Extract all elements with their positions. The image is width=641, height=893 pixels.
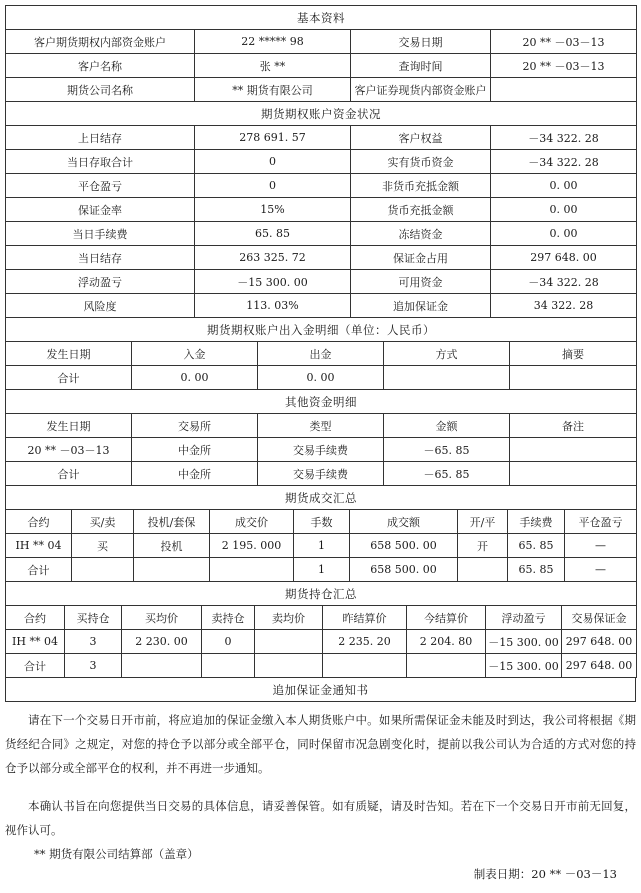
cell: 平仓盈亏	[6, 174, 195, 198]
cell: 保证金率	[6, 198, 195, 222]
column-header: 摘要	[510, 342, 637, 366]
column-header: 金额	[384, 414, 510, 438]
cell: 0	[195, 174, 351, 198]
column-header: 昨结算价	[323, 606, 407, 630]
position-summary-table	[5, 582, 637, 678]
cell	[458, 558, 508, 582]
table-row	[6, 630, 637, 654]
table-row	[6, 654, 637, 678]
cell: 20 ** －03－13	[491, 54, 637, 78]
column-header: 平仓盈亏	[565, 510, 637, 534]
column-header: 卖均价	[255, 606, 323, 630]
cell: 15%	[195, 198, 351, 222]
cell: 交易手续费	[258, 438, 384, 462]
table-row	[6, 150, 637, 174]
cell: 20 ** －03－13	[491, 30, 637, 54]
cell: 658 500. 00	[350, 558, 458, 582]
cell: 交易日期	[351, 30, 491, 54]
column-header: 卖持仓	[202, 606, 255, 630]
cell: 2 235. 20	[323, 630, 407, 654]
cell: 3	[65, 654, 122, 678]
deposit-withdrawal-title: 期货期权账户出入金明细（单位：人民币）	[6, 318, 637, 342]
cell: 中金所	[132, 438, 258, 462]
cell: 0	[202, 630, 255, 654]
column-header: 买均价	[122, 606, 202, 630]
confirmation-paragraph: 本确认书旨在向您提供当日交易的具体信息，请妥善保管。如有质疑，请及时告知。若在下一个交易日开市前无回复，视作认可。	[5, 799, 636, 837]
table-header-row	[6, 414, 637, 438]
cell	[510, 462, 637, 486]
cell: 张 **	[195, 54, 351, 78]
table-row	[6, 198, 637, 222]
cell: 客户期货期权内部资金账户	[6, 30, 195, 54]
column-header: 手续费	[508, 510, 565, 534]
cell: 0. 00	[491, 198, 637, 222]
cell: 浮动盈亏	[6, 270, 195, 294]
column-header: 投机/套保	[134, 510, 210, 534]
cell: 中金所	[132, 462, 258, 486]
cell: 113. 03%	[195, 294, 351, 318]
cell	[510, 366, 637, 390]
cell: 65. 85	[508, 558, 565, 582]
cell: 297 648. 00	[562, 630, 637, 654]
cell: －15 300. 00	[486, 630, 562, 654]
cell: －65. 85	[384, 438, 510, 462]
cell: 查询时间	[351, 54, 491, 78]
column-header: 类型	[258, 414, 384, 438]
basic-info-title: 基本资料	[6, 6, 637, 30]
cell	[202, 654, 255, 678]
cell: 合计	[6, 366, 132, 390]
column-header: 交易所	[132, 414, 258, 438]
cell: －65. 85	[384, 462, 510, 486]
cell	[491, 78, 637, 102]
cell: —	[565, 534, 637, 558]
margin-call-notice	[5, 708, 636, 842]
table-row	[6, 366, 637, 390]
statement-date: 制表日期：20 ** －03－13	[473, 867, 617, 881]
table-header-row	[6, 606, 637, 630]
cell: 客户名称	[6, 54, 195, 78]
cell: 投机	[134, 534, 210, 558]
column-header: 开/平	[458, 510, 508, 534]
cell	[510, 438, 637, 462]
table-row	[6, 294, 637, 318]
column-header: 发生日期	[6, 342, 132, 366]
cell: 2 195. 000	[210, 534, 294, 558]
cell: 当日存取合计	[6, 150, 195, 174]
cell: 65. 85	[508, 534, 565, 558]
cell: 263 325. 72	[195, 246, 351, 270]
column-header: 成交价	[210, 510, 294, 534]
cell: 买	[72, 534, 134, 558]
cell	[134, 558, 210, 582]
cell: 20 ** －03－13	[6, 438, 132, 462]
cell: 0. 00	[491, 174, 637, 198]
cell: IH ** 04	[6, 534, 72, 558]
table-row	[6, 222, 637, 246]
cell: －15 300. 00	[486, 654, 562, 678]
cell: 297 648. 00	[562, 654, 637, 678]
cell: —	[565, 558, 637, 582]
cell: 0. 00	[132, 366, 258, 390]
table-row	[6, 438, 637, 462]
settlement-dept-signature: ** 期货有限公司结算部（盖章）	[34, 847, 199, 861]
cell: 1	[294, 534, 350, 558]
column-header: 成交额	[350, 510, 458, 534]
cell	[72, 558, 134, 582]
column-header: 浮动盈亏	[486, 606, 562, 630]
settlement-statement	[5, 5, 636, 702]
column-header: 买持仓	[65, 606, 122, 630]
column-header: 买/卖	[72, 510, 134, 534]
cell	[255, 630, 323, 654]
cell: －15 300. 00	[195, 270, 351, 294]
table-header-row	[6, 342, 637, 366]
column-header: 出金	[258, 342, 384, 366]
table-row	[6, 246, 637, 270]
cell: ** 期货有限公司	[195, 78, 351, 102]
table-header-row	[6, 510, 637, 534]
table-row	[6, 534, 637, 558]
cell: 34 322. 28	[491, 294, 637, 318]
column-header: 方式	[384, 342, 510, 366]
cell: 合计	[6, 462, 132, 486]
column-header: 备注	[510, 414, 637, 438]
column-header: 入金	[132, 342, 258, 366]
table-row	[6, 270, 637, 294]
position-summary-title: 期货持仓汇总	[6, 582, 637, 606]
cell	[122, 654, 202, 678]
fund-status-title: 期货期权账户资金状况	[6, 102, 637, 126]
other-funds-title: 其他资金明细	[6, 390, 637, 414]
cell: 客户证券现货内部资金账户	[351, 78, 491, 102]
column-header: 合约	[6, 606, 65, 630]
cell: 0	[195, 150, 351, 174]
column-header: 合约	[6, 510, 72, 534]
deposit-withdrawal-table	[5, 318, 637, 390]
cell: 3	[65, 630, 122, 654]
cell: 当日手续费	[6, 222, 195, 246]
cell: 658 500. 00	[350, 534, 458, 558]
cell: 2 230. 00	[122, 630, 202, 654]
cell: 上日结存	[6, 126, 195, 150]
cell: 货币充抵金额	[351, 198, 491, 222]
table-row	[6, 54, 637, 78]
notice-paragraph: 请在下一个交易日开市前，将应追加的保证金缴入本人期货账户中。如果所需保证金未能及时到达，我公司将根据《期货经纪合同》之规定，对您的持仓予以部分或全部平仓，同时保留市况急剧变化时，提前以我公司认为合适的方式对您的持仓予以部分或全部平仓的权利，并不再进一步通知。	[5, 713, 636, 775]
cell: 合计	[6, 558, 72, 582]
cell: 客户权益	[351, 126, 491, 150]
cell: 278 691. 57	[195, 126, 351, 150]
table-row	[6, 30, 637, 54]
margin-call-title: 追加保证金通知书	[6, 678, 636, 702]
cell: 开	[458, 534, 508, 558]
cell: 0. 00	[491, 222, 637, 246]
fund-status-table	[5, 102, 637, 318]
cell: 297 648. 00	[491, 246, 637, 270]
cell	[384, 366, 510, 390]
table-row	[6, 558, 637, 582]
cell: 追加保证金	[351, 294, 491, 318]
cell: 1	[294, 558, 350, 582]
cell: 非货币充抵金额	[351, 174, 491, 198]
column-header: 交易保证金	[562, 606, 637, 630]
cell: 22 ***** 98	[195, 30, 351, 54]
cell	[210, 558, 294, 582]
cell: 交易手续费	[258, 462, 384, 486]
column-header: 发生日期	[6, 414, 132, 438]
cell: 实有货币资金	[351, 150, 491, 174]
table-row	[6, 126, 637, 150]
trade-summary-table	[5, 486, 637, 582]
cell: 保证金占用	[351, 246, 491, 270]
table-row	[6, 174, 637, 198]
cell: －34 322. 28	[491, 126, 637, 150]
cell: 可用资金	[351, 270, 491, 294]
other-funds-table	[5, 390, 637, 486]
cell: IH ** 04	[6, 630, 65, 654]
table-row	[6, 78, 637, 102]
basic-info-table	[5, 5, 637, 102]
cell: 0. 00	[258, 366, 384, 390]
cell	[323, 654, 407, 678]
cell: 合计	[6, 654, 65, 678]
column-header: 手数	[294, 510, 350, 534]
table-row	[6, 462, 637, 486]
cell: 65. 85	[195, 222, 351, 246]
column-header: 今结算价	[407, 606, 486, 630]
trade-summary-title: 期货成交汇总	[6, 486, 637, 510]
cell: －34 322. 28	[491, 270, 637, 294]
cell: 当日结存	[6, 246, 195, 270]
cell: 期货公司名称	[6, 78, 195, 102]
cell: 冻结资金	[351, 222, 491, 246]
margin-call-header	[5, 678, 636, 702]
cell	[407, 654, 486, 678]
cell: 2 204. 80	[407, 630, 486, 654]
cell: 风险度	[6, 294, 195, 318]
cell	[255, 654, 323, 678]
cell: －34 322. 28	[491, 150, 637, 174]
